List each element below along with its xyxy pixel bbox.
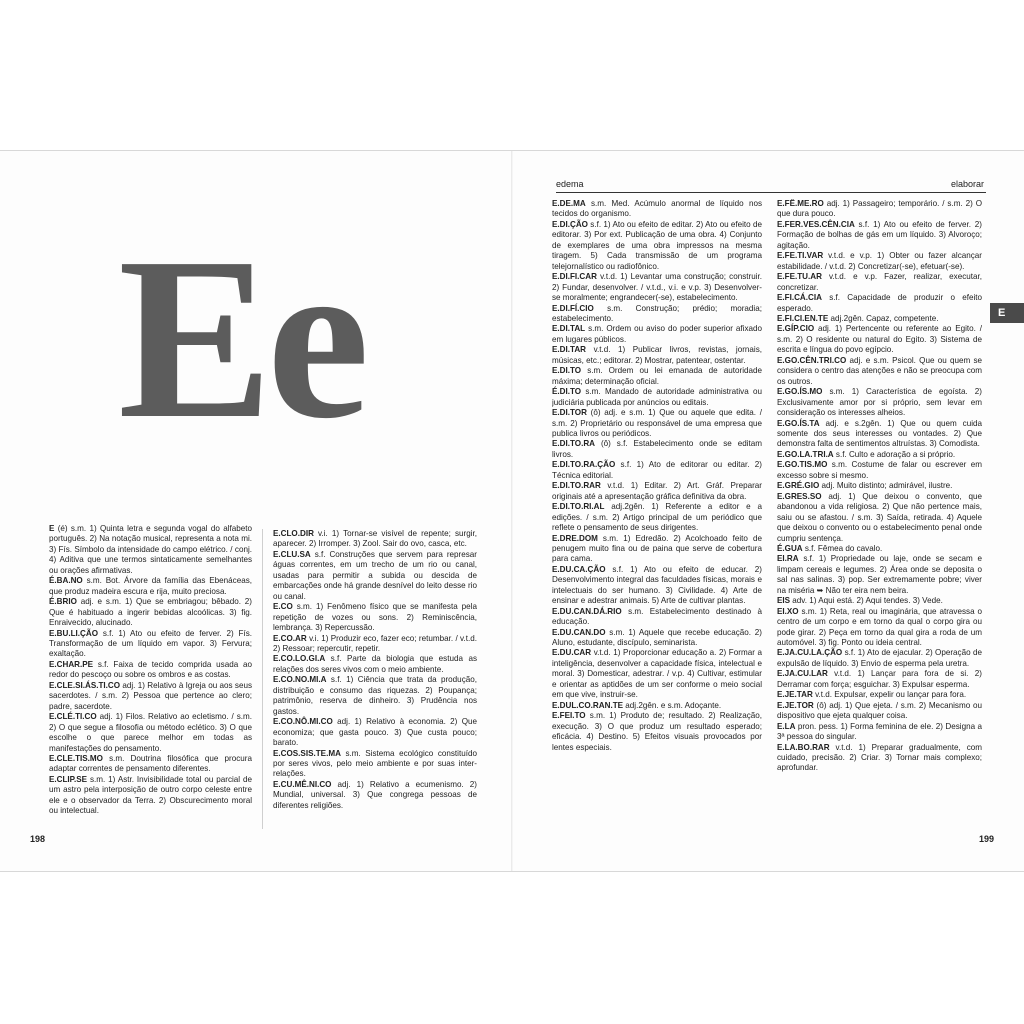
entry-definition: v.t.d. 1) Editar. 2) Art. Gráf. Preparar originais até a apresentação gráfica definitiva da obra. [552,481,762,501]
right-column-2 [777,199,982,863]
entry-headword: E.DI.TAL [552,324,586,334]
dictionary-entry [777,554,982,596]
entry-definition: v.t.d. e v.p. Fazer, realizar, executar, concretizar. [777,272,982,292]
entry-definition: v.t.d. 1) Levantar uma construção; construir. 2) Fundar, desenvolver. / v.t.d., v.i. e v.p. 3) Desenvolver-se moralmente; engrandecer(-se), estabelecimento. [552,272,762,303]
entry-headword: E.GÍP.CIO [777,324,815,334]
entry-definition: adj. 1) Relativo a ecumenismo. 2) Mundial, universal. 3) Que congrega pessoas de diferentes religiões. [273,779,477,810]
entry-headword: E.FER.VES.CÊN.CIA [777,219,855,229]
entry-definition: s.m. Estabelecimento destinado à educação. [552,606,762,627]
dictionary-entry [777,743,982,774]
entry-headword: E.DI.TO.RI.AL [552,502,605,512]
dictionary-entry [552,701,762,711]
header-rule [556,192,986,193]
entry-headword: E.GRES.SO [777,491,822,501]
entry-definition: s.m. 1) Característica de egoísta. 2) Exclusivamente amor por si próprio, sem levar em consideração os interesses alheios. [777,387,982,418]
entry-headword: E.CO.NO.MI.A [273,675,327,685]
entry-definition: s.m. 1) Aquele que recebe educação. 2) Aluno, estudante, discípulo, seminarista. [552,627,762,648]
entry-headword: E.CLU.SA [273,549,311,559]
entry-headword: E.DU.CAN.DÁ.RIO [552,606,622,616]
dictionary-entry [49,576,252,597]
entry-headword: E.FI.CI.EN.TE [777,313,829,323]
entry-headword: É.GUA [777,543,803,553]
dictionary-entry [777,596,982,606]
entry-definition: v.t.d. 1) Proporcionar educação a. 2) Formar a inteligência, desenvolver a capacidade física, intelectual e moral. 3) Domesticar, adestrar. / v.p. 4) Cultivar, estimular e orientar as aptidões de um ser conforme o meio social em que vive, instruir-se. [552,648,762,700]
entry-headword: E.DUL.CO.RAN.TE [552,700,624,710]
entry-headword: E.DI.TAR [552,345,587,355]
dictionary-entry [552,711,762,753]
entry-definition: s.f. Fêmea do cavalo. [802,543,883,553]
entry-definition: s.m. Ordem ou aviso do poder superior afixado em lugares públicos. [552,324,762,344]
entry-definition: s.f. 1) Ato ou efeito de editar. 2) Ato ou efeito de editorar. 3) Por ext. Publicação de uma obra. 4) Conjunto de exemplares de uma obra impressos na mesma tiragem. 5) Cada transmissão de um programa telejornalístico ou radiofônico. [552,219,762,271]
dictionary-entry [777,544,982,554]
dictionary-entry [273,749,477,780]
dictionary-entry [552,502,762,533]
dictionary-entry [552,534,762,565]
entry-headword: E.CLIP.SE [49,774,88,784]
dictionary-entry [777,387,982,418]
dictionary-entry [49,660,252,681]
entry-definition: adj.2gên. Capaz, competente. [828,313,939,323]
dictionary-entry [777,199,982,220]
entry-definition: s.m. 1) Edredão. 2) Acolchoado feito de penugem muito fina ou de paina que serve de cobertura para cama. [552,533,762,564]
entry-headword: E.CLÉ.TI.CO [49,712,97,722]
entry-definition: adj. 1) Relativo à economia. 2) Que economiza; que gasta pouco. 3) Que custa pouco; barato. [273,717,477,748]
dictionary-entry [49,524,252,576]
entry-definition: adv. 1) Aqui está. 2) Aqui tendes. 3) Vede. [790,596,943,606]
dictionary-entry [273,654,477,675]
dictionary-entry [777,251,982,272]
entry-headword: E.LA.BO.RAR [777,742,830,752]
entry-definition: s.f. 1) Ciência que trata da produção, distribuição e consumo das riquezas. 2) Poupança; patrimônio, reserva de dinheiro. 3) Prudência nos gastos. [273,675,477,716]
dictionary-entry [777,481,982,491]
dictionary-entry [777,460,982,481]
entry-headword: E.JA.CU.LAR [777,669,828,679]
entry-headword: E.DI.TOR [552,408,587,418]
entry-definition: adj. 1) Relativo à Igreja ou aos seus sacerdotes. / s.m. 2) Pessoa que pertence ao clero; padre, sacerdote. [49,680,252,711]
entry-headword: E.GO.ÍS.TA [777,418,820,428]
entry-definition: (ô) s.f. Estabelecimento onde se editam livros. [552,439,762,459]
column-divider [262,529,263,829]
dictionary-entry [49,629,252,660]
entry-definition: s.m. Construção; prédio; moradia; estabelecimento. [552,303,762,323]
dictionary-entry [777,450,982,460]
entry-definition: pron. pess. 1) Forma feminina de ele. 2) Designa a 3ª pessoa do singular. [777,721,982,742]
entry-definition: adj. e s.2gên. 1) Que ou quem cuida somente dos seus interesses ou vontades. 2) Que demonstra falta de sentimentos altruístas. 3) Comodista. [777,418,982,449]
entry-headword: É.BA.NO [49,576,83,586]
dictionary-entry [552,439,762,460]
entry-definition: adj.2gên. e s.m. Adoçante. [623,700,722,710]
entry-headword: E.GO.LA.TRI.A [777,449,834,459]
entry-headword: E.CU.MÊ.NI.CO [273,779,332,789]
entry-definition: s.m. Doutrina filosófica que procura adaptar correntes de pensamento diferentes. [49,753,252,774]
dictionary-entry [777,419,982,450]
entry-definition: s.f. Capacidade de produzir o efeito esperado. [777,293,982,313]
entry-headword: E.CO.LO.GI.A [273,654,326,664]
entry-headword: E.GO.TIS.MO [777,460,828,470]
entry-definition: s.m. 1) Reta, real ou imaginária, que atravessa o centro de um corpo e em torno da qual o corpo gira ou pode girar. 2) Peça em torno da qual gira a roda de um automóvel. 3) fig. Ponto ou ideia central. [777,606,982,648]
entry-headword: E.CLE.SI.ÁS.TI.CO [49,680,121,690]
entry-headword: E.FE.TI.VAR [777,251,824,261]
entry-headword: E.DI.ÇÃO [552,219,588,229]
entry-definition: s.f. 1) Ato ou efeito de educar. 2) Desenvolvimento integral das faculdades físicas, morais e intelectuais do ser humano. 3) Civilidade. 4) Arte de ensinar e adestrar animais. 5) Arte de cultivar plantas. [552,564,762,606]
dictionary-entry [777,607,982,649]
entry-headword: E.DU.CAR [552,648,592,658]
entry-headword: E.CO.AR [273,633,307,643]
dictionary-entry [777,701,982,722]
entry-headword: E.DI.TO [552,366,582,376]
entry-definition: s.f. Parte da biologia que estuda as relações dos seres vivos com o meio ambiente. [273,654,477,674]
right-page [512,151,1024,871]
entry-definition: adj. 1) Que deixou o convento, que abandonou a vida religiosa. 2) Que não pertence mais, saiu ou se afastou. / s.m. 3) Saída, retirada. 4) Aquele que deixou o convento ou o estabelecimento penal onde cumpriu sentença. [777,491,982,543]
dictionary-entry [777,669,982,690]
dictionary-entry [49,681,252,712]
dictionary-entry [777,272,982,293]
entry-definition: adj. 1) Pertencente ou referente ao Egito. / s.m. 2) O residente ou natural do Egito. 3) Sistema de escrita e língua do povo egípcio. [777,324,982,355]
left-page [0,151,512,871]
dictionary-entry [273,529,477,550]
entry-definition: (ô) adj. 1) Que ejeta. / s.m. 2) Mecanismo ou dispositivo que ejeta qualquer coisa. [777,700,982,721]
dictionary-entry [273,602,477,633]
entry-definition: s.m. Costume de falar ou escrever em excesso sobre si mesmo. [777,460,982,480]
dictionary-entry [49,754,252,775]
entry-definition: adj. Muito distinto; admirável, ilustre. [819,481,953,491]
dictionary-entry [552,324,762,345]
entry-definition: s.m. Ordem ou lei emanada de autoridade máxima; determinação oficial. [552,366,762,386]
dictionary-entry [777,220,982,251]
entry-definition: v.i. 1) Produzir eco, fazer eco; retumbar. / v.t.d. 2) Ressoar; repercutir, repetir. [273,633,477,653]
entry-definition: s.m. 1) Fenômeno físico que se manifesta pela repetição de vozes ou sons. 2) Reminiscência, lembrança. 3) Repercussão. [273,602,477,633]
entry-headword: EIS [777,596,791,606]
entry-headword: EI.XO [777,606,799,616]
running-head-last-word: elaborar [950,179,984,189]
entry-definition: v.t.d. Expulsar, expelir ou lançar para fora. [812,690,967,700]
entry-headword: E.LA [777,721,796,731]
entry-headword: E.DI.TO.RA [552,439,596,449]
dictionary-entry [273,675,477,717]
dictionary-entry [273,717,477,748]
entry-definition: s.m. Sistema ecológico constituído por seres vivos, pelo meio ambiente e por suas inter-relações. [273,748,477,779]
entry-headword: E.FEI.TO [552,711,586,721]
dictionary-entry [552,366,762,387]
entry-headword: É.DI.TO [552,387,582,397]
dictionary-entry [552,272,762,303]
entry-definition: v.t.d. 1) Preparar gradualmente, com cuidado, precisão. 2) Criar. 3) Tornar mais complexo; aprofundar. [777,742,982,773]
book-spread [0,150,1024,872]
entry-definition: adj. e s.m. 1) Que se embriagou; bêbado. 2) Que é habituado a ingerir bebidas alcoólicas. 3) fig. Enraivecido, alucinado. [49,597,252,628]
entry-headword: E.GRÉ.GIO [777,481,820,491]
dictionary-entry [49,775,252,817]
dictionary-entry [552,345,762,366]
entry-headword: E.JE.TOR [777,700,814,710]
dictionary-entry [552,408,762,439]
entry-definition: s.f. Faixa de tecido comprida usada ao redor do pescoço ou sobre os ombros e as costas. [49,659,252,680]
entry-definition: s.m. Mandado de autoridade administrativa ou judiciária publicada por anúncios ou editais. [552,387,762,407]
left-column-2 [273,529,477,827]
entry-definition: adj. 1) Filos. Relativo ao ecletismo. / s.m. 2) O que segue a filosofia ou método eclético. 3) O que escolhe o que parece melhor em todas as manifestações do pensamento. [49,712,252,753]
dictionary-entry [273,780,477,811]
entry-definition: s.f. Construções que servem para represar águas correntes, em um trecho de um rio ou canal, usadas para permitir a subida ou descida de embarcações onde há grande desnível do leito desse rio ou canal. [273,549,477,601]
entry-definition: s.m. Med. Acúmulo anormal de líquido nos tecidos do organismo. [552,199,762,219]
entry-definition: v.t.d. 1) Publicar livros, revistas, jornais, músicas, etc.; editorar. 2) Mostrar, patentear, ostentar. [552,345,762,365]
entry-headword: E.DI.FI.CAR [552,272,597,282]
entry-headword: E.FI.CÁ.CIA [777,293,822,303]
entry-headword: E.BU.LI.ÇÃO [49,628,99,638]
entry-definition: s.m. 1) Astr. Invisibilidade total ou parcial de um astro pela interposição de outro corpo celeste entre ele e o observador da Terra. 2) Obscurecimento moral ou intelectual. [49,774,252,816]
entry-definition: s.m. 1) Produto de; resultado. 2) Realização, execução. 3) O que produz um resultado esperado; eficácia. 4) Destino. 5) Efeitos visuais provocados por lentes especiais. [552,711,762,752]
entry-headword: É.BRIO [49,597,77,607]
entry-definition: s.f. 1) Ato ou efeito de ferver. 2) Fís. Transformação de um líquido em vapor. 3) Fervura; exaltação. [49,628,252,659]
entry-headword: E.GO.ÍS.MO [777,387,823,397]
letter-thumb-tab: E [990,303,1024,323]
dictionary-entry [273,550,477,602]
entry-headword: E.JE.TAR [777,690,813,700]
dictionary-entry [552,628,762,649]
entry-definition: (ô) adj. e s.m. 1) Que ou aquele que edita. / s.m. 2) Proprietário ou responsável de uma empresa que publica livros ou periódicos. [552,408,762,438]
dictionary-entry [552,304,762,325]
dictionary-entry [49,712,252,754]
entry-definition: v.t.d. e v.p. 1) Obter ou fazer alcançar estabilidade. / v.t.d. 2) Concretizar(-se), efetuar(-se). [777,251,982,271]
entry-headword: E.GO.CÊN.TRI.CO [777,355,847,365]
section-letter: Ee [118,210,364,467]
entry-definition: v.t.d. 1) Lançar para fora de si. 2) Derramar com força; esguichar. 3) Expulsar esperma. [777,669,982,689]
dictionary-entry [273,634,477,655]
entry-definition: s.f. Culto e adoração a si próprio. [833,449,956,459]
entry-headword: E [49,524,55,533]
entry-headword: E.DRE.DOM [552,533,598,543]
dictionary-entry [777,293,982,314]
entry-headword: E.CLE.TIS.MO [49,753,103,763]
dictionary-entry [777,324,982,355]
entry-definition: s.f. 1) Propriedade ou laje, onde se secam e limpam cereais e legumes. 2) Área onde se deposita o sal nas salinas. 3) pop. Ser extremamente pobre; viver na miséria ➥ Não ter eira nem beira. [777,554,982,595]
dictionary-entry [552,199,762,220]
dictionary-entry [552,220,762,272]
entry-headword: E.CHAR.PE [49,659,94,669]
entry-definition: s.m. Bot. Árvore da família das Ebenáceas, que produz madeira escura e rija, muito preciosa. [49,576,252,596]
dictionary-entry [552,481,762,502]
entry-headword: E.DE.MA [552,199,586,208]
running-head-first-word: edema [556,179,584,189]
dictionary-entry [777,492,982,544]
page-number-left: 198 [30,834,46,844]
dictionary-entry [777,690,982,700]
dictionary-entry [777,314,982,324]
entry-definition: (é) s.m. 1) Quinta letra e segunda vogal do alfabeto português. 2) Na notação musical, representa a nota mi. 3) Fís. Símbolo da intensidade do campo elétrico. / conj. 4) Aditiva que une termos sintaticamente semelhantes ou orações afirmativas. [49,524,252,575]
entry-headword: E.DU.CA.ÇÃO [552,564,606,574]
entry-headword: E.CLO.DIR [273,529,314,538]
entry-headword: E.DI.TO.RA.ÇÃO [552,460,616,470]
entry-definition: v.i. 1) Tornar-se visível de repente; surgir, aparecer. 2) Irromper. 3) Zool. Sair do ovo, casca, etc. [273,529,477,549]
entry-headword: E.CO.NÔ.MI.CO [273,717,333,727]
entry-headword: E.DI.FÍ.CIO [552,303,594,313]
dictionary-entry [552,648,762,700]
dictionary-entry [552,387,762,408]
entry-headword: E.FÊ.ME.RO [777,199,824,208]
dictionary-entry [49,597,252,628]
entry-headword: E.FE.TU.AR [777,272,822,282]
entry-headword: E.DI.TO.RAR [552,481,601,491]
entry-headword: E.JA.CU.LA.ÇÃO [777,648,843,658]
dictionary-entry [777,648,982,669]
dictionary-entry [552,607,762,628]
entry-definition: adj. e s.m. Psicol. Que ou quem se considera o centro das atenções e não se preocupa com os outros. [777,355,982,386]
entry-definition: adj.2gên. 1) Referente a editor e a edições. / s.m. 2) Artigo principal de um periódico que reflete o pensamento de seus dirigentes. [552,502,762,533]
page-number-right: 199 [978,834,994,844]
entry-headword: EI.RA [777,554,799,564]
left-column-1 [49,524,252,826]
entry-definition: s.f. 1) Ato de editorar ou editar. 2) Técnica editorial. [552,460,762,480]
dictionary-entry [552,565,762,607]
entry-headword: E.DU.CAN.DO [552,627,606,637]
entry-headword: E.COS.SIS.TE.MA [273,748,341,758]
entry-definition: s.f. 1) Ato ou efeito de ferver. 2) Formação de bolhas de gás em um líquido. 3) Alvoroço; agitação. [777,219,982,250]
entry-headword: E.CO [273,602,293,612]
dictionary-entry [552,460,762,481]
dictionary-entry [777,356,982,387]
entry-definition: adj. 1) Passageiro; temporário. / s.m. 2) O que dura pouco. [777,199,982,219]
dictionary-entry [777,722,982,743]
right-column-1 [552,199,762,831]
entry-definition: s.f. 1) Ato de ejacular. 2) Operação de expulsão de líquido. 3) Envio de esperma pela uretra. [777,648,982,668]
